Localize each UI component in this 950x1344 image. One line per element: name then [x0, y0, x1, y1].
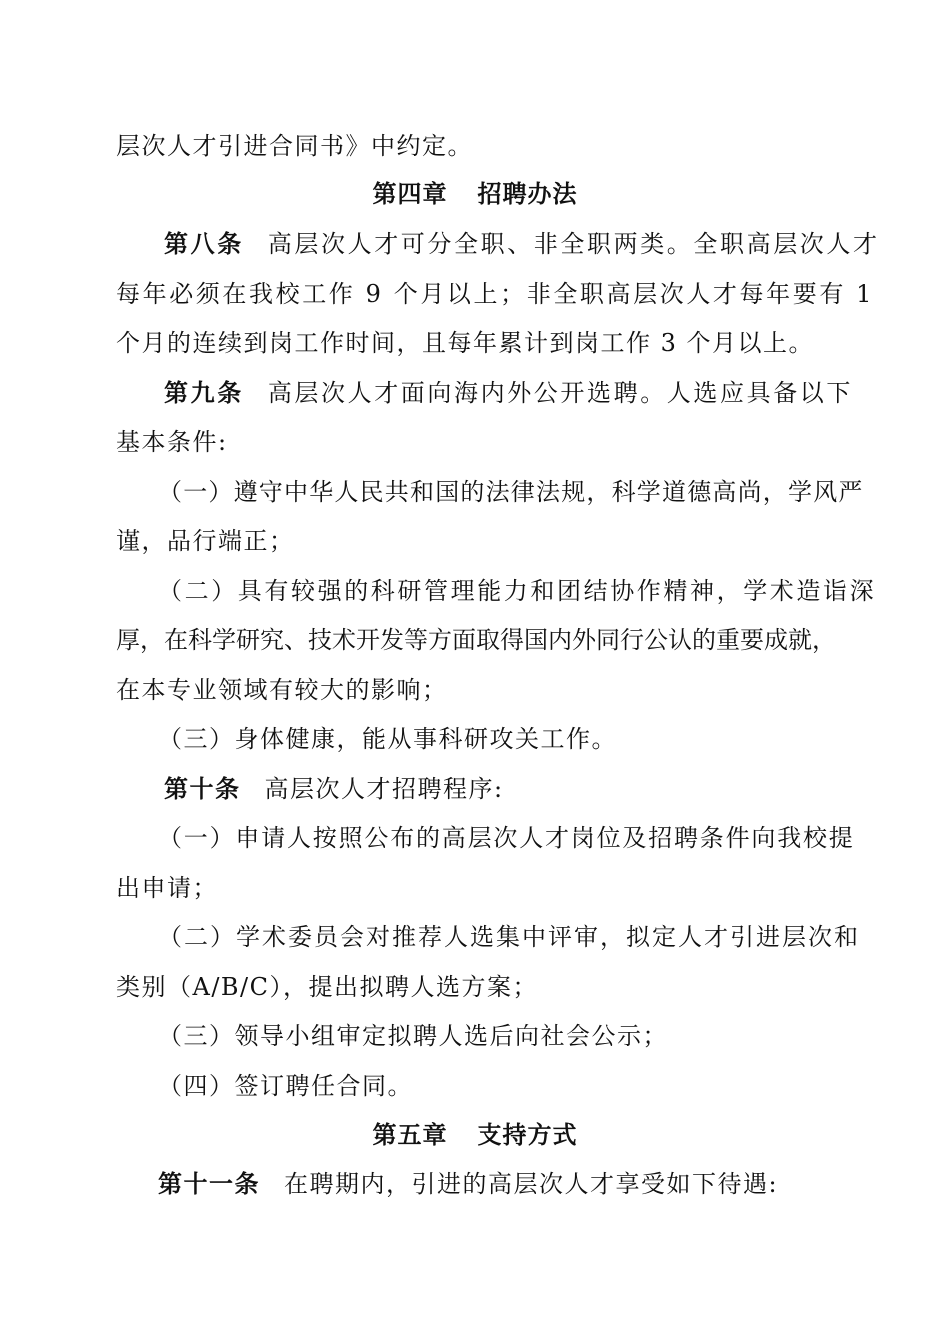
list-item-line: （四）签订聘任合同。	[158, 1072, 413, 1100]
list-item-line: （三）身体健康，能从事科研攻关工作。	[158, 725, 617, 753]
article-text: 在聘期内，引进的高层次人才享受如下待遇:	[284, 1170, 779, 1198]
article-text: 高层次人才招聘程序:	[264, 775, 504, 803]
chapter-heading	[0, 1120, 950, 1150]
paragraph-line: 出申请；	[116, 874, 218, 902]
paragraph-line: 在本专业领域有较大的影响；	[116, 676, 448, 704]
article-line	[164, 774, 846, 804]
article-label: 第十一条	[158, 1170, 260, 1198]
article-label: 第八条	[164, 230, 244, 258]
paragraph-line: 厚，在科学研究、技术开发等方面取得国内外同行公认的重要成就，	[116, 626, 836, 654]
chapter-title: 支持方式	[477, 1121, 578, 1149]
article-line	[164, 378, 854, 408]
chapter-number: 第四章	[372, 180, 448, 208]
chapter-title: 招聘办法	[477, 180, 578, 208]
article-label: 第九条	[164, 379, 244, 407]
paragraph-line: 类别（A/B/C），提出拟聘人选方案；	[116, 973, 539, 1001]
list-item-line: （二）学术委员会对推荐人选集中评审，拟定人才引进层次和	[158, 923, 860, 951]
chapter-number: 第五章	[372, 1121, 448, 1149]
article-line	[158, 1169, 846, 1199]
article-text: 高层次人才面向海内外公开选聘。人选应具备以下	[267, 379, 854, 407]
chapter-heading	[0, 179, 950, 209]
list-item-line: （三）领导小组审定拟聘人选后向社会公示；	[158, 1022, 668, 1050]
list-item-line: （二）具有较强的科研管理能力和团结协作精神，学术造诣深	[158, 577, 877, 605]
list-item-line: （一）申请人按照公布的高层次人才岗位及招聘条件向我校提	[158, 824, 855, 852]
article-label: 第十条	[164, 775, 241, 803]
article-text: 高层次人才可分全职、非全职两类。全职高层次人才	[267, 230, 880, 258]
paragraph-line: 每年必须在我校工作 9 个月以上；非全职高层次人才每年要有 1	[116, 280, 875, 308]
list-item-line: （一）遵守中华人民共和国的法律法规，科学道德高尚，学风严	[158, 478, 864, 506]
article-line	[164, 229, 880, 259]
paragraph-line: 基本条件:	[116, 428, 228, 456]
paragraph-line: 谨，品行端正；	[116, 527, 295, 555]
paragraph-line: 层次人才引进合同书》中约定。	[116, 132, 473, 160]
paragraph-line: 个月的连续到岗工作时间，且每年累计到岗工作 3 个月以上。	[116, 329, 815, 357]
